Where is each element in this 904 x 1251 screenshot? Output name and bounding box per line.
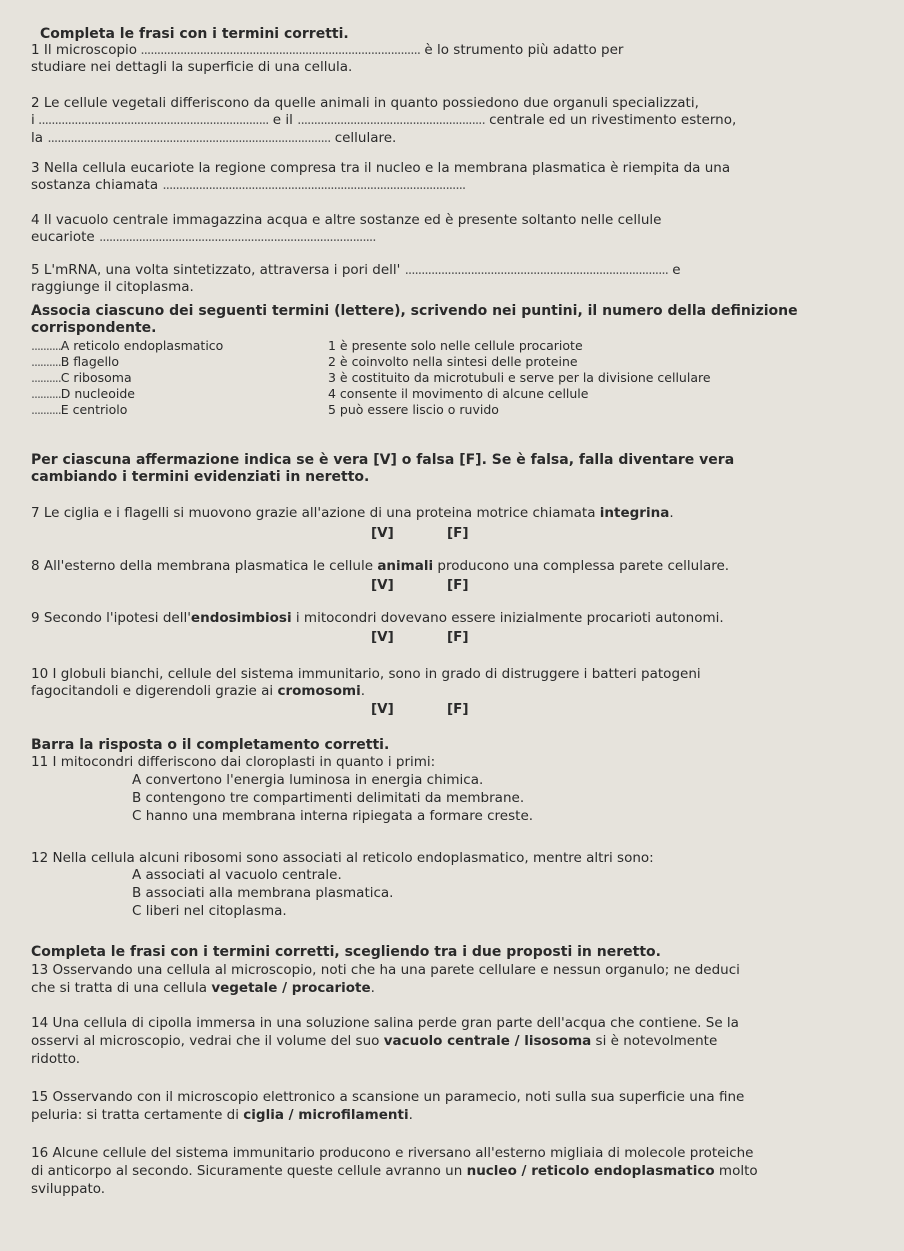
q1-line1: 1 Il microscopio ..................................................................................... è lo strumento più adatto per — [31, 42, 624, 58]
q4-line2: eucariote .................................................................................... — [31, 229, 376, 245]
q11-option-b[interactable]: B contengono tre compartimenti delimitati da membrane. — [132, 790, 525, 806]
def-3: 3 è costituito da microtubuli e serve per la divisione cellulare — [328, 370, 711, 385]
q5-line2: raggiunge il citoplasma. — [31, 279, 194, 295]
q11-text: 11 I mitocondri differiscono dai cloroplasti in quanto i primi: — [31, 754, 436, 770]
term-b: ..........B flagello — [31, 354, 120, 369]
q1-line2: studiare nei dettagli la superficie di una cellula. — [31, 59, 353, 75]
q9-text: 9 Secondo l'ipotesi dell'endosimbiosi i mitocondri dovevano essere inizialmente procarioti autonomi. — [31, 610, 724, 626]
q14-line1: 14 Una cellula di cipolla immersa in una soluzione salina perde gran parte dell'acqua che contiene. Se la — [31, 1015, 739, 1031]
def-2: 2 è coinvolto nella sintesi delle proteine — [328, 354, 578, 369]
section1-heading: Completa le frasi con i termini corretti. — [40, 26, 349, 42]
q5-line1: 5 L'mRNA, una volta sintetizzato, attraversa i pori dell' ................................................................................ e — [31, 262, 681, 278]
q8-text: 8 All'esterno della membrana plasmatica le cellule animali producono una complessa parete cellulare. — [31, 558, 730, 574]
def-1: 1 è presente solo nelle cellule procariote — [328, 338, 583, 353]
section2-heading-line2: corrispondente. — [31, 320, 157, 336]
q2-line1: 2 Le cellule vegetali differiscono da quelle animali in quanto possiedono due organuli specializzati, — [31, 95, 699, 111]
q11-option-c[interactable]: C hanno una membrana interna ripiegata a formare creste. — [132, 808, 534, 824]
section3-heading-line2: cambiando i termini evidenziati in neretto. — [31, 469, 370, 485]
q2-line2: i ...................................................................... e il ......................................................... centrale ed un rivestimento esterno, — [31, 112, 737, 128]
q12-option-b[interactable]: B associati alla membrana plasmatica. — [132, 885, 394, 901]
q10-false-option[interactable]: [F] — [447, 701, 469, 717]
def-4: 4 consente il movimento di alcune cellule — [328, 386, 589, 401]
q10-line1: 10 I globuli bianchi, cellule del sistema immunitario, sono in grado di distruggere i batteri patogeni — [31, 666, 701, 682]
q8-true-option[interactable]: [V] — [371, 577, 394, 593]
q15-line1: 15 Osservando con il microscopio elettronico a scansione un paramecio, noti sulla sua superficie una fine — [31, 1089, 745, 1105]
q7-false-option[interactable]: [F] — [447, 525, 469, 541]
term-d: ..........D nucleoide — [31, 386, 135, 401]
q13-line1: 13 Osservando una cellula al microscopio, noti che ha una parete cellulare e nessun organulo; ne deduci — [31, 962, 740, 978]
q9-false-option[interactable]: [F] — [447, 629, 469, 645]
q7-text: 7 Le ciglia e i flagelli si muovono grazie all'azione di una proteina motrice chiamata integrina. — [31, 505, 674, 521]
q12-option-c[interactable]: C liberi nel citoplasma. — [132, 903, 287, 919]
q11-option-a[interactable]: A convertono l'energia luminosa in energia chimica. — [132, 772, 484, 788]
q16-line3: sviluppato. — [31, 1181, 106, 1197]
q9-true-option[interactable]: [V] — [371, 629, 394, 645]
q3-line2: sostanza chiamata ............................................................................................ — [31, 177, 466, 193]
term-a: ..........A reticolo endoplasmatico — [31, 338, 224, 353]
q15-line2: peluria: si tratta certamente di ciglia / microfilamenti. — [31, 1107, 413, 1123]
q14-line3: ridotto. — [31, 1051, 81, 1067]
q16-line2: di anticorpo al secondo. Sicuramente queste cellule avranno un nucleo / reticolo endoplasmatico molto — [31, 1163, 758, 1179]
q12-option-a[interactable]: A associati al vacuolo centrale. — [132, 867, 342, 883]
q7-true-option[interactable]: [V] — [371, 525, 394, 541]
q16-line1: 16 Alcune cellule del sistema immunitario producono e riversano all'esterno migliaia di molecole proteiche — [31, 1145, 754, 1161]
q10-line2: fagocitandoli e digerendoli grazie ai cromosomi. — [31, 683, 366, 699]
q3-line1: 3 Nella cellula eucariote la regione compresa tra il nucleo e la membrana plasmatica è riempita da una — [31, 160, 731, 176]
term-e: ..........E centriolo — [31, 402, 128, 417]
q8-false-option[interactable]: [F] — [447, 577, 469, 593]
q4-line1: 4 Il vacuolo centrale immagazzina acqua e altre sostanze ed è presente soltanto nelle cellule — [31, 212, 662, 228]
q14-line2: osservi al microscopio, vedrai che il volume del suo vacuolo centrale / lisosoma si è notevolmente — [31, 1033, 718, 1049]
section3-heading-line1: Per ciascuna affermazione indica se è vera [V] o falsa [F]. Se è falsa, falla diventare vera — [31, 452, 735, 468]
q12-text: 12 Nella cellula alcuni ribosomi sono associati al reticolo endoplasmatico, mentre altri sono: — [31, 850, 654, 866]
section5-heading: Completa le frasi con i termini corretti, scegliendo tra i due proposti in neretto. — [31, 944, 661, 960]
q13-line2: che si tratta di una cellula vegetale / procariote. — [31, 980, 375, 996]
section4-heading: Barra la risposta o il completamento corretti. — [31, 737, 390, 753]
section2-heading-line1: Associa ciascuno dei seguenti termini (lettere), scrivendo nei puntini, il numero della definizione — [31, 303, 798, 319]
def-5: 5 può essere liscio o ruvido — [328, 402, 499, 417]
q10-true-option[interactable]: [V] — [371, 701, 394, 717]
q2-line3: la ...................................................................................... cellulare. — [31, 130, 397, 146]
term-c: ..........C ribosoma — [31, 370, 132, 385]
